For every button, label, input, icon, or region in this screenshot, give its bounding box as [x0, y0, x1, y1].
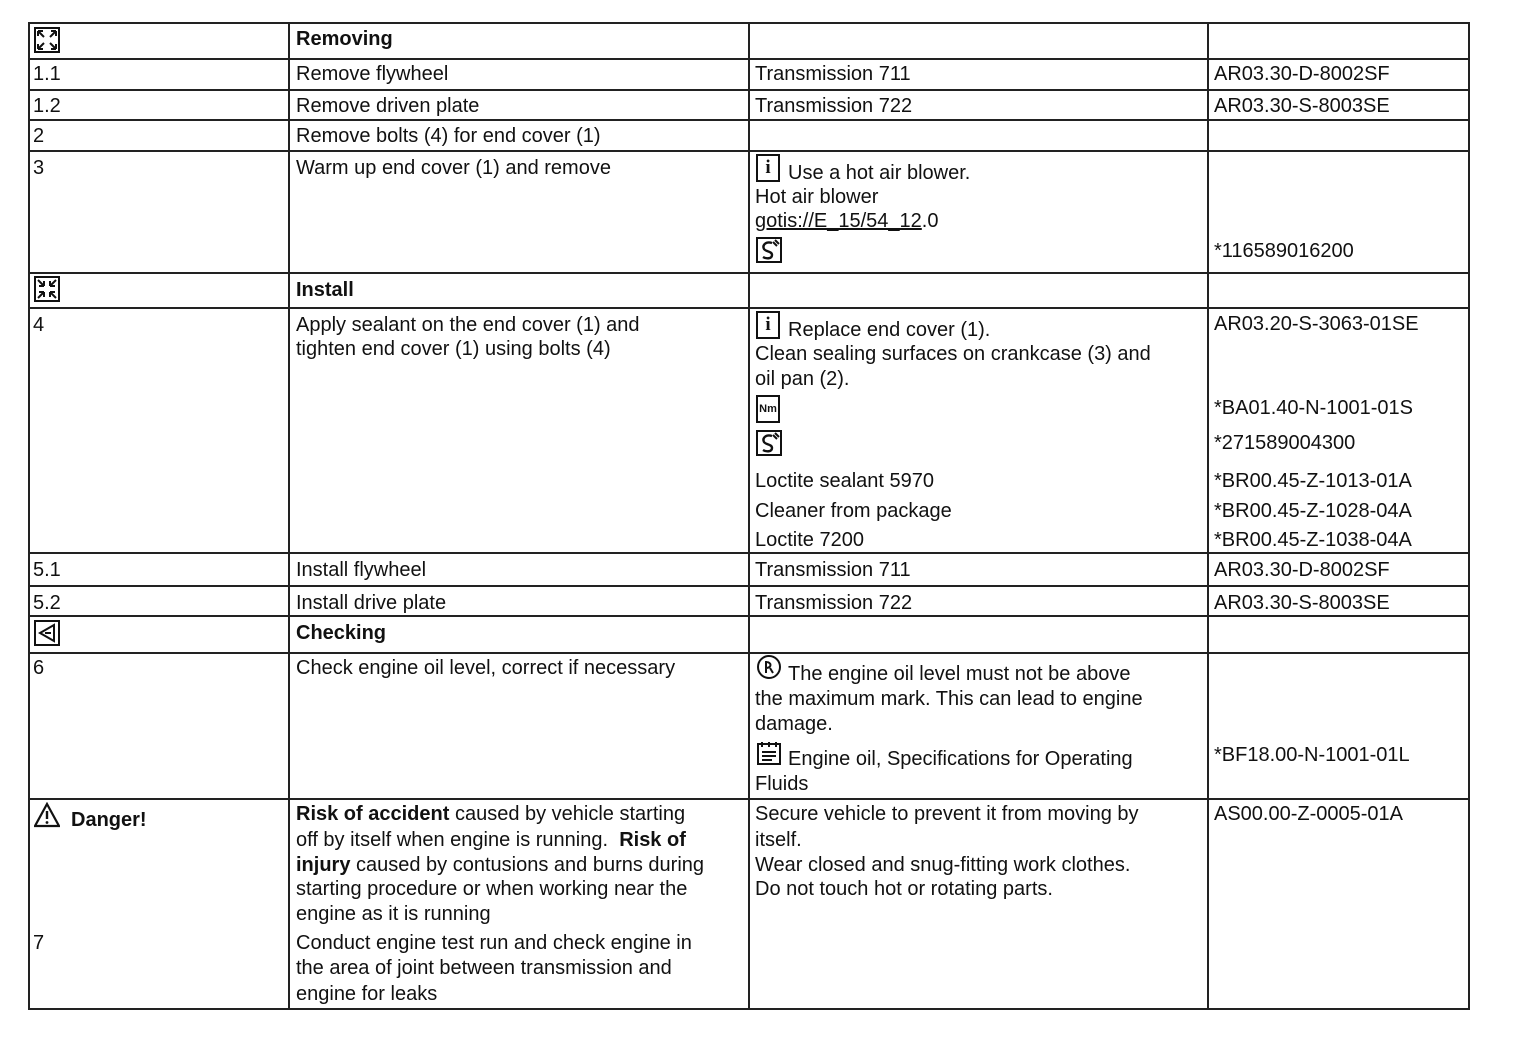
special-tool-icon — [756, 237, 782, 263]
section-title-removing: Removing — [296, 28, 393, 50]
column-divider — [1207, 22, 1209, 1010]
reference-code[interactable]: *BR00.45-Z-1028-04A — [1214, 500, 1412, 522]
reference-code[interactable]: *271589004300 — [1214, 432, 1356, 454]
step-number: 1.1 — [33, 63, 61, 85]
caution-text: the maximum mark. This can lead to engine — [755, 688, 1143, 710]
reference-code[interactable]: AR03.30-D-8002SF — [1214, 63, 1390, 85]
reference-code[interactable]: *BA01.40-N-1001-01S — [1214, 397, 1414, 419]
column-divider — [288, 22, 290, 1010]
step-number: 6 — [33, 657, 45, 679]
tool-link-suffix: .0 — [921, 210, 939, 232]
reference-code[interactable]: *BR00.45-Z-1038-04A — [1214, 529, 1412, 551]
step-note: Transmission 711 — [755, 63, 911, 85]
danger-emphasis: injury — [296, 854, 351, 876]
removal-icon — [34, 27, 60, 53]
document-icon — [756, 740, 782, 766]
step-number: 5.1 — [33, 559, 61, 581]
note-line: oil pan (2). — [755, 368, 850, 390]
measure-text-line: itself. — [755, 829, 802, 851]
reference-code[interactable]: *BF18.00-N-1001-01L — [1214, 744, 1410, 766]
torque-icon: Nm — [756, 395, 780, 423]
step-note: Transmission 722 — [755, 592, 913, 614]
note-line: Clean sealing surfaces on crankcase (3) and — [755, 343, 1151, 365]
check-icon — [34, 620, 60, 646]
danger-text: off by itself when engine is running. — [296, 829, 609, 851]
danger-text-line — [296, 853, 704, 877]
step-number: 4 — [33, 314, 45, 336]
step-action-line: engine for leaks — [296, 983, 438, 1005]
info-icon: i — [756, 311, 780, 339]
material-name: Loctite 7200 — [755, 529, 864, 551]
step-action-line: tighten end cover (1) using bolts (4) — [296, 338, 611, 360]
procedure-table — [28, 22, 1470, 1010]
measure-text-line: Do not touch hot or rotating parts. — [755, 878, 1053, 900]
info-text: Replace end cover (1). — [788, 319, 991, 341]
reference-code[interactable]: *116589016200 — [1214, 240, 1354, 262]
step-action: Install drive plate — [296, 592, 447, 614]
document-ref-text[interactable]: Engine oil, Specifications for Operating — [788, 748, 1133, 770]
special-tool-icon — [756, 430, 782, 456]
step-note: Transmission 722 — [755, 95, 913, 117]
section-title-checking: Checking — [296, 622, 387, 644]
danger-label: Danger! — [71, 809, 147, 831]
step-number: 7 — [33, 932, 45, 954]
measure-text-line: Wear closed and snug-fitting work clothes. — [755, 854, 1131, 876]
danger-text: caused by contusions and burns during — [350, 854, 705, 876]
material-name: Loctite sealant 5970 — [755, 470, 935, 492]
step-number: 3 — [33, 157, 45, 179]
step-number: 2 — [33, 125, 45, 147]
step-action: Remove bolts (4) for end cover (1) — [296, 125, 601, 147]
danger-text-line: starting procedure or when working near the — [296, 878, 688, 900]
step-number: 1.2 — [33, 95, 61, 117]
danger-emphasis: Risk of — [619, 829, 686, 851]
material-name: Cleaner from package — [755, 500, 952, 522]
step-action: Warm up end cover (1) and remove — [296, 157, 611, 179]
step-action: Remove flywheel — [296, 63, 449, 85]
column-divider — [28, 22, 30, 1010]
column-divider — [1468, 22, 1470, 1010]
danger-text-line — [296, 802, 685, 826]
reference-code[interactable]: AR03.20-S-3063-01SE — [1214, 313, 1419, 335]
document-ref-text[interactable]: Fluids — [755, 773, 809, 795]
caution-text: The engine oil level must not be above — [788, 663, 1131, 685]
section-title-install: Install — [296, 279, 354, 301]
tool-link-row — [755, 209, 938, 233]
caution-icon — [756, 654, 782, 680]
danger-text-line: engine as it is running — [296, 903, 491, 925]
install-icon — [34, 276, 60, 302]
danger-text: caused by vehicle starting — [449, 803, 686, 825]
reference-code[interactable]: AS00.00-Z-0005-01A — [1214, 803, 1404, 825]
column-divider — [748, 22, 750, 1010]
info-icon: i — [756, 154, 780, 182]
warning-icon — [34, 802, 60, 828]
danger-emphasis: Risk of accident — [296, 803, 450, 825]
step-number: 5.2 — [33, 592, 61, 614]
step-action-line: Conduct engine test run and check engine in — [296, 932, 692, 954]
step-action-line: the area of joint between transmission and — [296, 957, 672, 979]
step-note: Transmission 711 — [755, 559, 911, 581]
measure-text-line: Secure vehicle to prevent it from moving by — [755, 803, 1139, 825]
reference-code[interactable]: AR03.30-S-8003SE — [1214, 95, 1390, 117]
step-action: Install flywheel — [296, 559, 427, 581]
danger-text-line — [296, 828, 686, 852]
info-text: Use a hot air blower. — [788, 162, 971, 184]
caution-text: damage. — [755, 713, 833, 735]
reference-code[interactable]: *BR00.45-Z-1013-01A — [1214, 470, 1412, 492]
tool-name: Hot air blower — [755, 186, 879, 208]
reference-code[interactable]: AR03.30-D-8002SF — [1214, 559, 1390, 581]
step-action: Remove driven plate — [296, 95, 480, 117]
step-action-line: Apply sealant on the end cover (1) and — [296, 314, 640, 336]
tool-link[interactable]: gotis://E_15/54_12 — [755, 210, 922, 232]
reference-code[interactable]: AR03.30-S-8003SE — [1214, 592, 1390, 614]
step-action: Check engine oil level, correct if necessary — [296, 657, 676, 679]
